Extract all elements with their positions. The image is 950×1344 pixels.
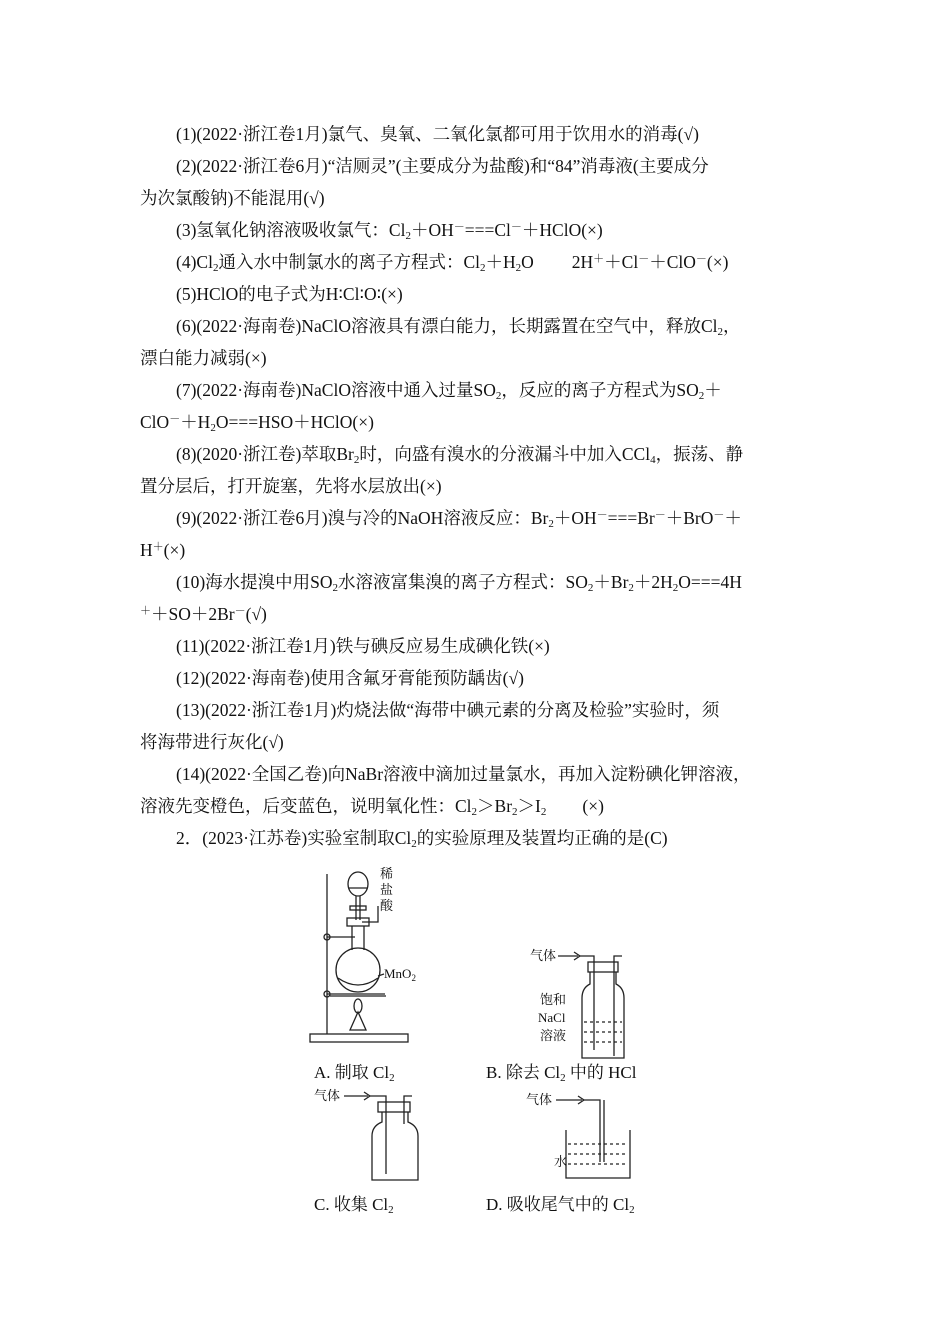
item-text: (2)(2022·浙江卷6月)“洁厕灵”(主要成分为盐酸)和“84”消毒液(主要成分 [176,156,709,176]
item-11 [140,630,812,662]
apparatus-d [526,1092,630,1178]
item-text: (7)(2022·海南卷)NaClO溶液中通入过量SO [176,380,496,400]
item-text: ＋Br [593,572,629,592]
apparatus-c [314,1088,418,1180]
delivery-tube [362,906,378,922]
label-saturated: 饱和 [540,992,567,1007]
superscript: ＋ [593,253,605,265]
item-6 [140,310,812,342]
item-text: ＋OH [410,220,454,240]
alcohol-lamp [350,1012,366,1030]
question-text: 2．(2023·江苏卷)实验室制取Cl [176,828,412,848]
item-text: ＋Cl [604,252,639,272]
gas-in-label: 气体 [526,1092,553,1107]
item-13-cont [140,726,812,758]
caption-a [314,1058,395,1083]
item-text: 2H [571,252,594,272]
subscript: 2 [212,262,219,274]
caption-d [486,1190,635,1215]
label-acid: 酸 [380,898,394,913]
item-text: (6)(2022·海南卷)NaClO溶液具有漂白能力，长期露置在空气中，释放Cl [176,316,718,336]
wash-bottle [582,972,624,1058]
subscript: 2 [540,806,547,818]
apparatus-figure [300,862,720,1222]
item-text: (5)HClO的电子式为H∶Cl∶O∶(×) [176,284,403,304]
item-text: 时，向盛有溴水的分液漏斗中加入CCl [359,444,651,464]
item-14-cont [140,790,812,822]
item-7-cont [140,406,812,438]
item-text: H [140,540,153,560]
item-text: (13)(2022·浙江卷1月)灼烧法做“海带中碘元素的分离及检验”实验时，须 [176,700,720,720]
label-hydrochloric: 盐 [380,882,394,897]
item-1 [140,118,812,150]
item-text: (14)(2022·全国乙卷)向NaBr溶液中滴加过量氯水，再加入淀粉碘化钾溶液， [176,764,751,784]
superscript: － [234,605,246,617]
subscript: 2 [210,422,216,434]
item-text: ＋ClO [649,252,696,272]
apparatus-b [530,948,624,1058]
item-4 [140,246,812,278]
subscript: 2 [332,582,339,594]
subscript: 2 [471,806,478,818]
superscript: ＋ [140,605,151,617]
caption-text: B. 除去 Cl [486,1063,561,1082]
item-text: ClO [140,412,170,432]
flask-liquid [338,978,378,985]
gas-tube [584,1100,600,1162]
caption-text: A. 制取 Cl [314,1063,390,1082]
item-9-cont [140,534,812,566]
caption-c [314,1190,394,1215]
item-text: (1)(2022·浙江卷1月)氯气、臭氧、二氧化氯都可用于饮用水的消毒(√) [176,124,699,144]
item-3 [140,214,812,246]
item-text: (√) [245,604,267,624]
item-text: (×) [706,252,729,272]
item-text: ＋ [724,508,742,528]
item-text: 将海带进行灰化(√) [140,732,284,752]
caption-text: 中的 HCl [565,1063,637,1082]
item-text: ===Br [607,508,655,528]
item-text: ， [723,316,741,336]
funnel-bulb [348,872,368,896]
caption-text: D. 吸收尾气中的 Cl [486,1195,630,1214]
subscript: 2 [480,262,486,274]
label-solution: 溶液 [540,1028,567,1043]
item-text: (3)氢氧化钠溶液吸收氯气：Cl [176,220,406,240]
item-text: ＋H [485,252,516,272]
item-text: (11)(2022·浙江卷1月)铁与碘反应易生成碘化铁(×) [176,636,550,656]
subscript: 2 [405,230,411,242]
item-text: ＋2H [633,572,673,592]
subscript: 2 [548,518,554,530]
subscript: 4 [650,454,656,466]
item-text: 为次氯酸钠)不能混用(√) [140,188,325,208]
item-5 [140,278,812,310]
item-text: O [521,252,534,272]
item-text: (×) [163,540,186,560]
item-8-cont [140,470,812,502]
item-text: O===HSO＋HClO(×) [215,412,374,432]
item-text: ＋OH [553,508,597,528]
item-10 [140,566,812,598]
item-text: ＋BrO [665,508,714,528]
item-text: ===Cl [464,220,511,240]
item-text: (8)(2020·浙江卷)萃取Br [176,444,354,464]
bottle-stopper [378,1102,410,1112]
item-text: 置分层后，打开旋塞，先将水层放出(×) [140,476,442,496]
subscript: 2 [512,806,518,818]
subscript: 2 [698,390,705,402]
collecting-bottle [372,1112,418,1180]
subscript: 2 [628,582,634,594]
item-13 [140,694,812,726]
subscript: 2 [353,454,360,466]
item-text: (10)海水提溴中用SO [176,572,333,592]
question-content [140,118,812,854]
subscript: 2 [495,390,502,402]
item-text: 通入水中制氯水的离子方程式：Cl [218,252,480,272]
subscript: 2 [587,582,594,594]
superscript: ＋ [152,541,164,553]
superscript: － [453,221,465,233]
subscript: 2 [388,1204,394,1216]
item-7 [140,374,812,406]
subscript: 2 [389,1072,395,1084]
item-text: (9)(2022·浙江卷6月)溴与冷的NaOH溶液反应：Br [176,508,549,528]
subscript: 2 [717,326,723,338]
item-14 [140,758,812,790]
item-text: ，反应的离子方程式为SO [501,380,699,400]
subscript: 2 [411,838,417,850]
item-12 [140,662,812,694]
item-text: (4)Cl [176,252,213,272]
item-text: ＋HClO(×) [521,220,603,240]
item-text: ＋ [704,380,722,400]
question-text: 的实验原理及装置均正确的是(C) [416,828,668,848]
label-mno2 [384,966,416,983]
item-text: 水溶液富集溴的离子方程式：SO [338,572,588,592]
item-text: (×) [582,796,604,816]
item-text: ＋SO＋2Br [151,604,235,624]
subscript: 2 [672,582,679,594]
superscript: － [695,253,707,265]
superscript: － [596,509,608,521]
label-dilute: 稀 [380,866,394,881]
stand-base [310,1034,408,1042]
apparatus-a [310,866,416,1042]
item-text: 漂白能力减弱(×) [140,348,267,368]
item-8 [140,438,812,470]
item-text: O===4H [678,572,742,592]
gas-in-label: 气体 [530,948,557,963]
apparatus-svg [300,862,720,1222]
stopcock [350,906,366,910]
item-text: ，振荡、静 [655,444,744,464]
item-text: ＞I [517,796,541,816]
superscript: － [638,253,650,265]
question-2 [140,822,812,854]
subscript: 2 [629,1204,635,1216]
caption-text: C. 收集 Cl [314,1195,389,1214]
item-text: ＞Br [477,796,513,816]
gas-in-label: 气体 [314,1088,341,1103]
superscript: － [654,509,666,521]
label-mno2-sub: 2 [411,973,416,983]
superscript: － [713,509,725,521]
subscript: 2 [515,262,522,274]
caption-b [486,1058,637,1083]
item-2-cont [140,182,812,214]
item-text: (12)(2022·海南卷)使用含氟牙膏能预防龋齿(√) [176,668,524,688]
subscript: 2 [560,1072,566,1084]
item-6-cont [140,342,812,374]
item-10-cont [140,598,812,630]
label-mno2-text: MnO [384,966,412,981]
item-text: 溶液先变橙色，后变蓝色，说明氧化性：Cl [140,796,472,816]
label-water: 水 [554,1154,568,1169]
superscript: － [169,413,181,425]
item-2 [140,150,812,182]
label-nacl: NaCl [538,1010,566,1025]
superscript: － [510,221,522,233]
item-text: ＋H [180,412,211,432]
item-9 [140,502,812,534]
